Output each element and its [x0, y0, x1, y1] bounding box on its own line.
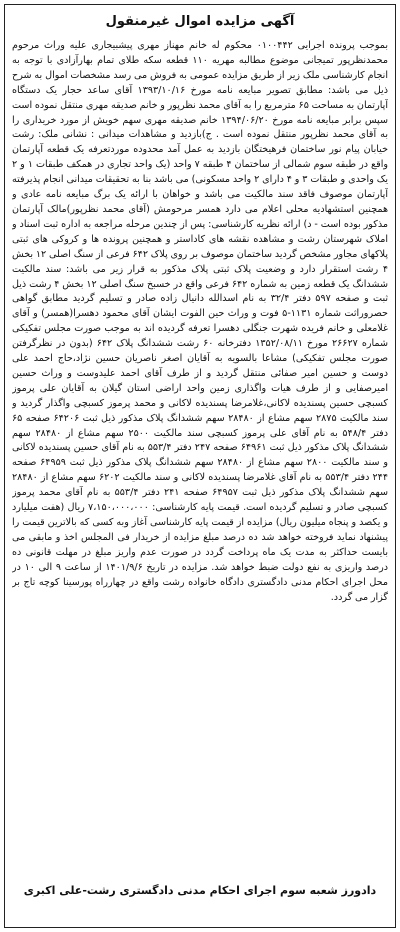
notice-body	[12, 39, 388, 865]
notice-body-text: بموجب پرونده اجرایی ۰۱۰۰۴۴۲ محکوم له خانم مهناز مهری پیشبیجاری علیه وراث مرحوم محمدنظرپور تمیجانی موضوع مطالبه مهریه ۱۱۰ قطعه سکه طلای تمام بهارآزادی با توجه به انجام کارشناسی ملک زیر از طریق مزایده عمومی به فروش می رسد مشخصات اموال به شرح ذیل می باشد: مطابق تصویر مبایعه نامه مورخ ۱۳۹۳/۱۰/۱۶ آقای ساعد حجار یک دستگاه آپارتمان به مساحت ۶۵ مترمربع را به آقای محمد نظرپور و خانم صدیقه مهری منتقل نموده است سپس برابر مبایعه نامه مورخ ۱۳۹۴/۰۶/۲۰ خانم صدیقه مهری سهم خویش از مورد خریداری را به آقای محمد نظرپور منتقل نموده است . ج)بازدید و مشاهدات میدانی : نشانی ملک: رشت خیابان پیام نور ساختمان فرهیختگان بازدید به عمل آمد محدوده موردتعرفه یک قطعه آپارتمان واقع در طبقه سوم شمالی از ساختمان ۴ طبقه ۷ واحد (یک واحد تجاری در همکف طبقات ۱ و ۲ یک واحدی و طبقات ۳ و ۴ دارای ۲ واحد مسکونی) می باشد بنا به تحقیقات میدانی انجام پذیرفته آپارتمان موصوف فاقد سند مالکیت می باشد و خواهان با ارائه یک برگ مبایعه نامه عادی و همچنین استشهادیه محلی اعلام می دارد همسر مرحومش (آقای محمد نظرپور)مالک آپارتمان مذکور بوده است - د) ارائه نظریه کارشناسی: پس از چندین مرحله مراجعه به اداره ثبت اسناد و املاک شهرستان رشت و مشاهده نقشه های کاداستر و همچنین پرونده ها و کروکی های ثبتی پلاکهای مجاور مشخص گردید ساختمان موصوف بر روی پلاک ۶۴۲ فرعی از سنگ اصلی ۱۲ بخش ۴ رشت استقرار دارد و وضعیت پلاک ثبتی پلاک مذکور به قرار زیر می باشد: سند مالکیت ششدانگ یک قطعه زمین به شماره ۶۴۲ فرعی واقع در خسبخ سنگ اصلی ۱۲ بخش ۴ رشت ذیل ثبت و صفحه ۵۹۷ دفتر ۳۲/۴ به نام اسدالله دانیال زاده صادر و تسلیم گردید مطابق گواهی حصروراثت شماره ۱۱۳۱-۵ فوت و وراث حین الفوت ایشان آقای محمود دهسرا(همسر) و آقای غلامعلی و خانم فریده شهرت جنگلی دهسرا تعرفه گردیده اند به موجب صورت مجلس تفکیکی شماره ۲۶۶۲۷ مورخ ۱۳۵۲/۰۸/۱۱ دفترخانه ۶۰ رشت ششدانگ پلاک ۶۴۲ (بدون در نظرگرفتن صورت مجلس تفکیکی) مشاعا بالسویه به آقایان اصغر ناصریان حسین نژاد،حاج احمد علی دوست و حسین امیر صفائی منتقل گردید و از طرف آقای احمد علیدوست و وراث حسین امیرصفایی و از طرف هیات واگذاری زمین واحد اراضی استان گیلان به آقایان علی پرموز کسبچی حسین پسندیده لاکانی،غلامرضا پسندیده لاکانی و محمد پرموز کسبچی واگذار گردید و سند مالکیت ۲۸۷۵ سهم مشاع از ۲۸۴۸۰ سهم ششدانگ پلاک مذکور ذیل ثبت ۶۴۲۰۶ صفحه ۶۵ دفتر ۵۴۸/۴ به نام آقای علی پرموز کسبچی سند مالکیت ۲۵۰۰ سهم مشاع از ۲۸۴۸۰ سهم ششدانگ پلاک مذکور ذیل ثبت ۶۴۹۶۱ صفحه ۲۴۷ دفتر ۵۵۳/۴ به نام آقای حسین پسندیده لاکانی و سند مالکیت ۲۸۰۰ سهم مشاع از ۲۸۴۸۰ سهم ششدانگ پلاک مذکور ذیل ثبت ۶۴۹۵۹ صفحه ۲۴۴ دفتر ۵۵۳/۴ به نام آقای غلامرضا پسندیده لاکانی و سند مالکیت ۶۲۰۲ سهم مشاع از ۲۸۴۸۰ سهم ششدانگ پلاک مذکور ذیل ثبت ۶۴۹۵۷ صفحه ۲۴۱ دفتر ۵۵۳/۴ به نام آقای محمد پرموز کسبچی صادر و تسلیم گردیده است. قیمت پایه کارشناسی: ۷،۱۵۰،۰۰۰،۰۰۰ ریال (هفت میلیارد و یکصد و پنجاه میلیون ریال) مزایده از قیمت پایه کارشناسی آغاز وبه کسی که بالاترین قیمت را پیشنهاد نماید فروخته خواهد شد ده درصد مبلغ مزایده از خریدار فی المجلس اخذ و مابقی می بایست حداکثر به مدت یک ماه پرداخت گردد در صورت عدم واریز مبلغ در مهلت قانونی ده درصد واریزی به نفع دولت ضبط خواهد شد. مزایده در تاریخ ۱۴۰۱/۹/۶ از ساعت ۹ الی ۱۰ در محل اجرای احکام مدنی دادگستری دادگاه خانواده رشت واقع در چهارراه پورسینا کوچه تاج بر گزار می گردد.	[12, 40, 388, 603]
notice-signature: دادورز شعبه سوم اجرای احکام مدنی دادگستری رشت-علی اکبری	[23, 884, 377, 897]
notice-title: آگهی مزایده اموال غیرمنقول	[105, 14, 295, 29]
auction-notice	[4, 4, 396, 928]
